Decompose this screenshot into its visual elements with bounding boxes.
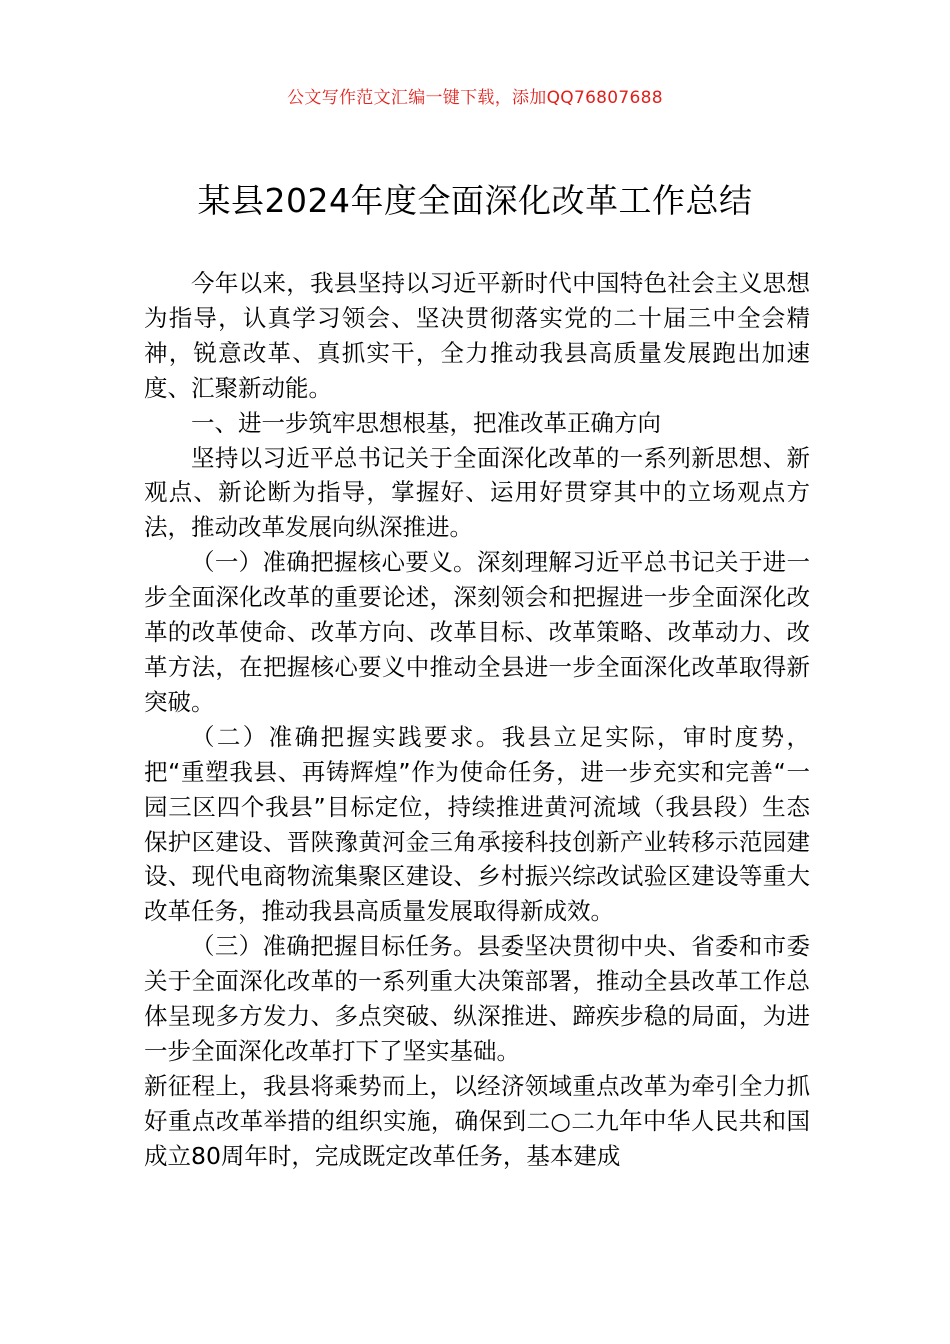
document-title: 某县2024年度全面深化改革工作总结: [197, 181, 753, 220]
intro-paragraph: 今年以来，我县坚持以习近平新时代中国特色社会主义思想为指导，认真学习领会、坚决贯彻落实党的二十届三中全会精神，锐意改革、真抓实干，全力推动我县高质量发展跑出加速度、汇聚新动能。: [144, 269, 810, 402]
download-banner: 公文写作范文汇编一键下载，添加QQ76807688: [287, 88, 663, 108]
body-paragraph: 新征程上，我县将乘势而上，以经济领域重点改革为牵引全力抓好重点改革举措的组织实施，确保到二○二九年中华人民共和国成立80周年时，完成既定改革任务，基本建成: [144, 1071, 810, 1170]
body-paragraph: （三）准确把握目标任务。县委坚决贯彻中央、省委和市委关于全面深化改革的一系列重大决策部署，推动全县改革工作总体呈现多方发力、多点突破、纵深推进、蹄疾步稳的局面，为进一步全面深化改革打下了坚实基础。: [144, 932, 810, 1065]
body-paragraph: （一）准确把握核心要义。深刻理解习近平总书记关于进一步全面深化改革的重要论述，深刻领会和把握进一步全面深化改革的改革使命、改革方向、改革目标、改革策略、改革动力、改革方法，在把握核心要义中推动全县进一步全面深化改革取得新突破。: [144, 548, 810, 716]
section-heading-1: 一、进一步筑牢思想根基，把准改革正确方向: [191, 408, 661, 437]
document-body: [144, 266, 810, 1174]
body-paragraph: （二）准确把握实践要求。我县立足实际，审时度势，把“重塑我县、再铸辉煌”作为使命任务，进一步充实和完善“一园三区四个我县”目标定位，持续推进黄河流域（我县段）生态保护区建设、晋陕豫黄河金三角承接科技创新产业转移示范园建设、现代电商物流集聚区建设、乡村振兴综改试验区建设等重大改革任务，推动我县高质量发展取得新成效。: [144, 722, 810, 926]
body-paragraph: 坚持以习近平总书记关于全面深化改革的一系列新思想、新观点、新论断为指导，掌握好、运用好贯穿其中的立场观点方法，推动改革发展向纵深推进。: [144, 443, 810, 542]
